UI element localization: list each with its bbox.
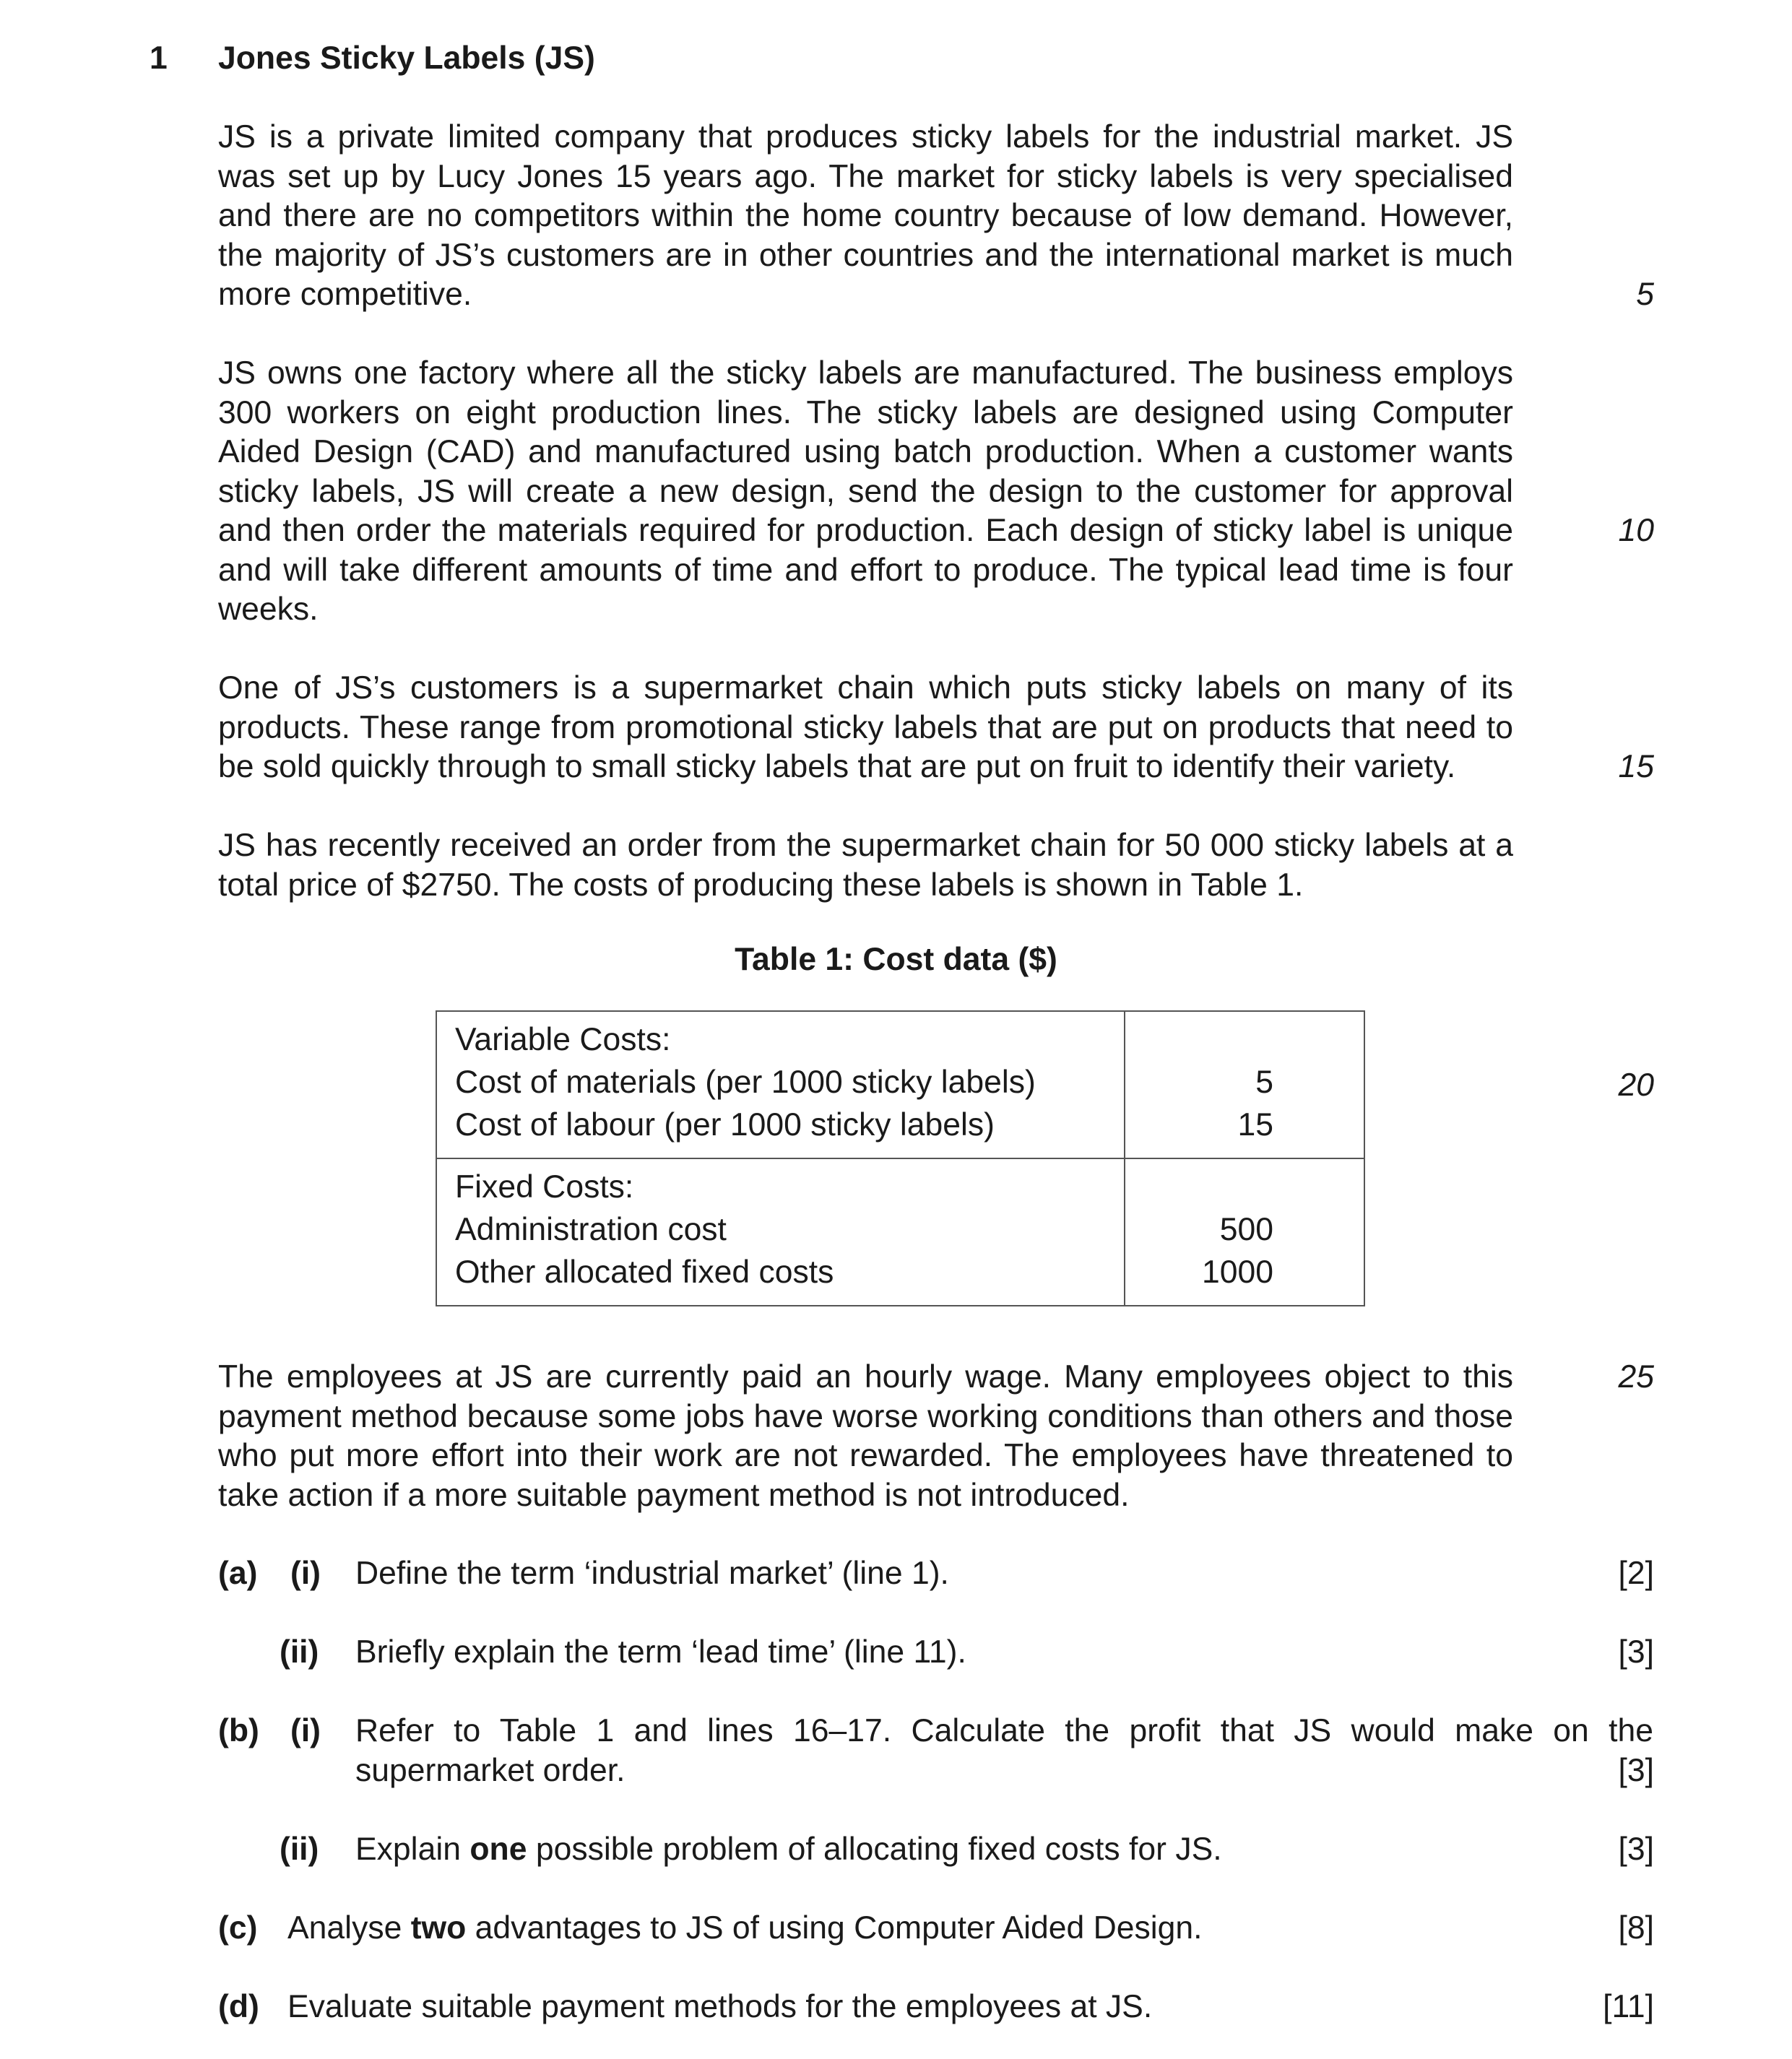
question-a-label: (a)	[218, 1556, 258, 1591]
variable-costs-heading: Variable Costs:	[455, 1022, 671, 1057]
fixed-costs-labels	[436, 1158, 1125, 1306]
line-number-5: 5	[1636, 277, 1654, 312]
line-number-10: 10	[1618, 513, 1654, 548]
question-b-i-marks: [3]	[1618, 1753, 1654, 1788]
line-number-20: 20	[1618, 1067, 1654, 1103]
question-d-marks: [11]	[1603, 1989, 1654, 2024]
question-a-i-marks: [2]	[1618, 1556, 1654, 1591]
variable-costs-row	[436, 1011, 1364, 1158]
line-number-15: 15	[1618, 749, 1654, 784]
labour-cost-label: Cost of labour (per 1000 sticky labels)	[455, 1107, 995, 1143]
line-number-25: 25	[1618, 1359, 1654, 1395]
question-c-emphasis: two	[410, 1910, 467, 1946]
fixed-costs-values	[1125, 1158, 1364, 1306]
question-a-ii-marks: [3]	[1618, 1634, 1654, 1670]
materials-cost-label: Cost of materials (per 1000 sticky labels)	[455, 1065, 1036, 1100]
paragraph-factory: JS owns one factory where all the sticky labels are manufactured. The business employs 300 workers on eight production lines. The sticky labels are designed using Computer Aided Design (CAD) and manufactured using batch production. When a customer wants sticky labels, JS will create a new design, send the design to the customer for approval and then order the materials required for production. Each design of sticky label is unique and will take different amounts of time and effort to produce. The typical lead time is four weeks.	[218, 355, 1513, 627]
question-d-text: Evaluate suitable payment methods for the employees at JS.	[287, 1989, 1153, 2024]
question-b-label: (b)	[218, 1713, 259, 1748]
materials-cost-value: 5	[1255, 1065, 1273, 1100]
paragraph-customers: One of JS’s customers is a supermarket chain which puts sticky labels on many of its products. These range from promotional sticky labels that are put on products that need to be sold quickly through to small sticky labels that are put on fruit to identify their variety.	[218, 670, 1513, 784]
question-title: Jones Sticky Labels (JS)	[218, 40, 595, 76]
question-b-ii-marks: [3]	[1618, 1832, 1654, 1867]
question-c-label: (c)	[218, 1910, 258, 1946]
question-b-ii-emphasis: one	[469, 1832, 527, 1867]
paragraph-intro: JS is a private limited company that produces sticky labels for the industrial market. JS was set up by Lucy Jones 15 years ago. The market for sticky labels is very specialised and there are no competitors within the home country because of low demand. However, the majority of JS’s customers are in other countries and the international market is much more competitive.	[218, 119, 1513, 312]
question-b-ii-label: (ii)	[280, 1832, 319, 1867]
administration-cost-label: Administration cost	[455, 1212, 727, 1247]
question-a-ii-text: Briefly explain the term ‘lead time’ (line 11).	[355, 1634, 966, 1670]
question-a-ii-label: (ii)	[280, 1634, 319, 1670]
administration-cost-value: 500	[1219, 1212, 1273, 1247]
question-a-i-label: (i)	[290, 1556, 321, 1591]
cost-data-table	[436, 1010, 1365, 1306]
table-caption: Table 1: Cost data ($)	[735, 942, 1057, 977]
variable-costs-values	[1125, 1011, 1364, 1158]
other-fixed-costs-value: 1000	[1202, 1254, 1273, 1290]
question-c-marks: [8]	[1618, 1910, 1654, 1946]
question-d-label: (d)	[218, 1989, 259, 2024]
question-b-ii-text: Explain one possible problem of allocating fixed costs for JS.	[355, 1832, 1222, 1867]
paragraph-employees: The employees at JS are currently paid an hourly wage. Many employees object to this payment method because some jobs have worse working conditions than others and those who put more effort into their work are not rewarded. The employees have threatened to take action if a more suitable payment method is not introduced.	[218, 1359, 1513, 1513]
other-fixed-costs-label: Other allocated fixed costs	[455, 1254, 834, 1290]
question-a-i-text: Define the term ‘industrial market’ (line 1).	[355, 1556, 949, 1591]
question-b-i-label: (i)	[290, 1713, 321, 1748]
fixed-costs-heading: Fixed Costs:	[455, 1169, 634, 1205]
paragraph-order: JS has recently received an order from the supermarket chain for 50 000 sticky labels at a total price of $2750. The costs of producing these labels is shown in Table 1.	[218, 828, 1513, 903]
question-c-text: Analyse two advantages to JS of using Computer Aided Design.	[287, 1910, 1203, 1946]
question-b-i-text: Refer to Table 1 and lines 16–17. Calculate the profit that JS would make on the supermarket order.	[355, 1713, 1653, 1788]
variable-costs-labels	[436, 1011, 1125, 1158]
labour-cost-value: 15	[1237, 1107, 1273, 1143]
question-number: 1	[150, 40, 168, 76]
fixed-costs-row	[436, 1158, 1364, 1306]
